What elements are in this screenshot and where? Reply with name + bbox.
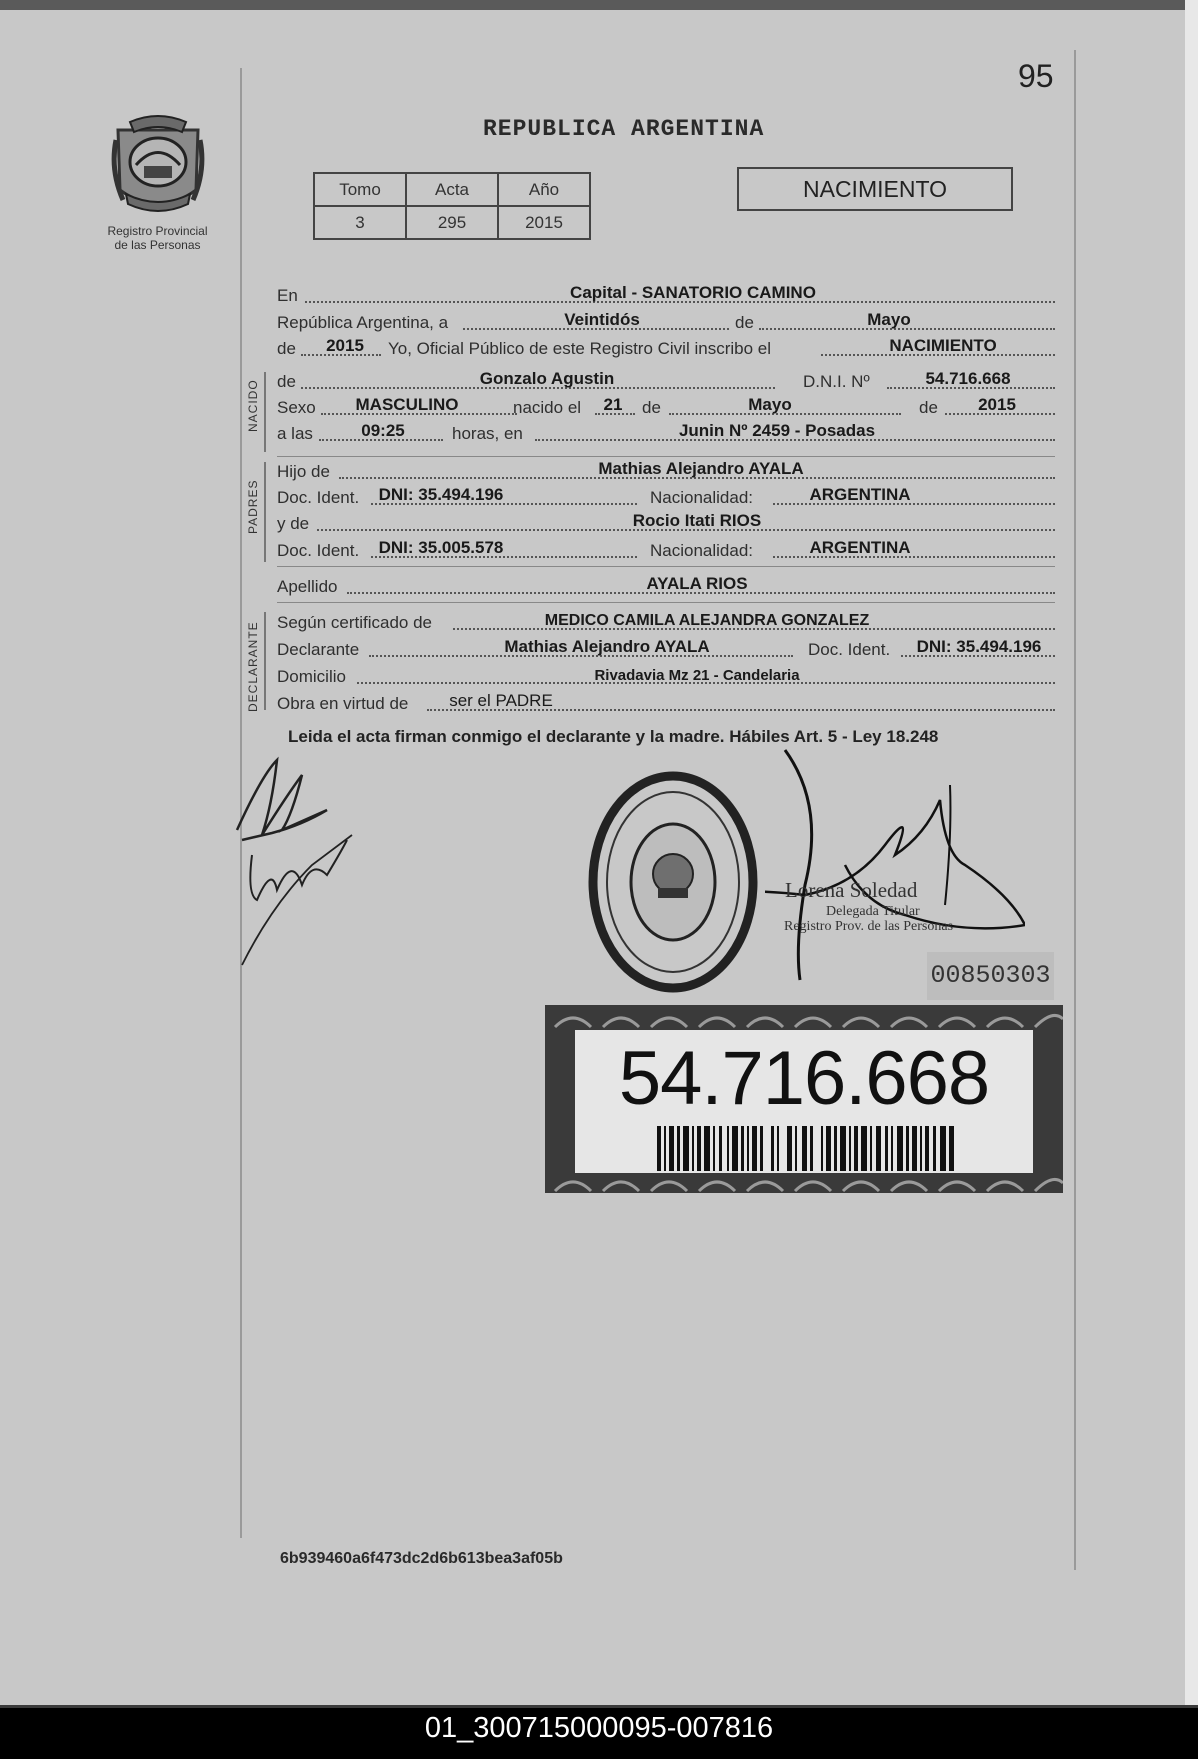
value-mes-inscripcion: Mayo — [867, 310, 911, 329]
value-dni-nacido: 54.716.668 — [925, 369, 1011, 388]
label-domicilio: Domicilio — [277, 667, 346, 686]
value-nombre: Gonzalo Agustin — [479, 369, 615, 388]
row-nombre — [277, 368, 1055, 394]
label-de-anio2: de — [919, 398, 938, 417]
value-madre-doc: DNI: 35.005.578 — [378, 538, 504, 557]
declarant-signatures — [232, 755, 372, 970]
logo-caption-line2: de las Personas — [114, 238, 201, 252]
scan-top-edge — [0, 0, 1198, 10]
row-padre-doc — [277, 484, 1055, 510]
footer-file-id: 01_300715000095-007816 — [424, 1712, 774, 1744]
section-rule — [277, 602, 1055, 603]
value-lugar: Capital - SANATORIO CAMINO — [570, 283, 816, 302]
row-madre — [277, 510, 1055, 536]
value-padre: Mathias Alejandro AYALA — [598, 459, 804, 478]
barcode-panel — [575, 1030, 1033, 1173]
label-de-anio: de — [277, 339, 296, 358]
value-declarante-doc: DNI: 35.494.196 — [916, 637, 1042, 656]
label-en: En — [277, 286, 298, 305]
registry-logo — [95, 110, 220, 255]
value-domicilio: Rivadavia Mz 21 - Candelaria — [594, 667, 800, 684]
side-label-padres: PADRES — [246, 479, 260, 534]
label-republica: República Argentina, a — [277, 313, 449, 332]
section-rule — [277, 456, 1055, 457]
label-segun-certificado: Según certificado de — [277, 613, 432, 632]
record-header-tomo: Tomo — [314, 173, 406, 206]
value-declarante: Mathias Alejandro AYALA — [504, 637, 710, 656]
label-horas-en: horas, en — [452, 424, 523, 443]
officer-role: Delegada Titular — [826, 904, 920, 919]
label-de-mes: de — [735, 313, 754, 332]
officer-signature — [765, 745, 1025, 985]
page-right-edge — [1185, 0, 1198, 1705]
record-table — [313, 172, 591, 240]
record-type-box: NACIMIENTO — [737, 167, 1013, 211]
label-y-de: y de — [277, 514, 310, 533]
value-mes-nacimiento: Mayo — [748, 395, 792, 414]
barcode-number: 54.716.668 — [618, 1036, 990, 1121]
value-sexo: MASCULINO — [355, 395, 459, 414]
row-lugar — [277, 282, 1055, 308]
label-obra-virtud: Obra en virtud de — [277, 694, 409, 713]
record-header-acta: Acta — [406, 173, 498, 206]
padres-bar — [264, 462, 266, 562]
value-obra-virtud: ser el PADRE — [449, 691, 553, 710]
label-doc-ident-padre: Doc. Ident. — [277, 488, 360, 507]
label-dni: D.N.I. Nº — [803, 372, 870, 391]
side-label-nacido: NACIDO — [246, 379, 260, 432]
officer-registry: Registro Prov. de las Personas — [784, 919, 954, 934]
declarante-bar — [264, 612, 266, 710]
official-stamp — [588, 770, 758, 995]
label-a-las: a las — [277, 424, 313, 443]
row-madre-doc — [277, 537, 1055, 563]
province-seal-icon — [108, 110, 208, 220]
control-number: 00850303 — [927, 952, 1054, 1000]
record-value-anio: 2015 — [498, 206, 590, 239]
label-hijo-de: Hijo de — [277, 462, 330, 481]
right-margin-rule — [1074, 50, 1076, 1570]
record-value-acta: 295 — [406, 206, 498, 239]
page-number: 95 — [1018, 58, 1054, 94]
label-sexo: Sexo — [277, 398, 316, 417]
label-declarante: Declarante — [277, 640, 360, 659]
label-nacido-el: nacido el — [513, 398, 582, 417]
row-certificado — [277, 609, 1055, 635]
record-value-row — [314, 206, 590, 239]
row-declarante — [277, 636, 1055, 662]
officer-name: Lorena Soledad — [785, 878, 918, 902]
label-yo-oficial: Yo, Oficial Público de este Registro Civil inscribo el — [388, 339, 771, 358]
label-apellido: Apellido — [277, 577, 338, 596]
nacido-bar — [264, 372, 266, 452]
value-certificado: MEDICO CAMILA ALEJANDRA GONZALEZ — [544, 612, 870, 629]
label-nacionalidad-padre: Nacionalidad: — [650, 488, 754, 507]
value-padre-doc: DNI: 35.494.196 — [378, 485, 504, 504]
value-apellido: AYALA RIOS — [646, 574, 748, 593]
value-anio-inscripcion: 2015 — [326, 336, 364, 355]
label-doc-ident-madre: Doc. Ident. — [277, 541, 360, 560]
value-madre-nacionalidad: ARGENTINA — [809, 538, 911, 557]
country-title: REPUBLICA ARGENTINA — [483, 116, 765, 142]
section-rule — [277, 566, 1055, 567]
value-padre-nacionalidad: ARGENTINA — [809, 485, 911, 504]
record-value-tomo: 3 — [314, 206, 406, 239]
value-tipo-acto: NACIMIENTO — [889, 336, 997, 355]
row-sexo-fecha — [277, 394, 1055, 420]
row-fecha-inscripcion — [277, 309, 1055, 335]
label-de-dia: de — [642, 398, 661, 417]
value-hora: 09:25 — [361, 421, 405, 440]
row-padre — [277, 458, 1055, 484]
row-obra-virtud — [277, 690, 1055, 716]
row-hora-lugar — [277, 420, 1055, 446]
value-dia-palabras: Veintidós — [564, 310, 640, 329]
row-anio-inscripcion — [277, 335, 1055, 361]
row-apellido — [277, 573, 1055, 599]
value-anio-nacimiento: 2015 — [978, 395, 1016, 414]
barcode-bars — [657, 1126, 957, 1171]
document-hash: 6b939460a6f473dc2d6b613bea3af05b — [280, 1550, 563, 1567]
barcode-label — [545, 1005, 1063, 1193]
row-domicilio — [277, 663, 1055, 689]
logo-caption-line1: Registro Provincial — [107, 224, 208, 238]
value-lugar-nacimiento: Junin Nº 2459 - Posadas — [678, 421, 876, 440]
side-label-declarante: DECLARANTE — [246, 621, 260, 712]
closing-text: Leida el acta firman conmigo el declarante y la madre. Hábiles Art. 5 - Ley 18.248 — [288, 727, 939, 746]
record-header-row — [314, 173, 590, 206]
value-madre: Rocio Itati RIOS — [632, 511, 762, 530]
record-header-anio: Año — [498, 173, 590, 206]
label-doc-ident-declarante: Doc. Ident. — [808, 640, 891, 659]
label-nacionalidad-madre: Nacionalidad: — [650, 541, 754, 560]
label-de-nombre: de — [277, 372, 296, 391]
value-dia-nacimiento: 21 — [603, 395, 623, 414]
